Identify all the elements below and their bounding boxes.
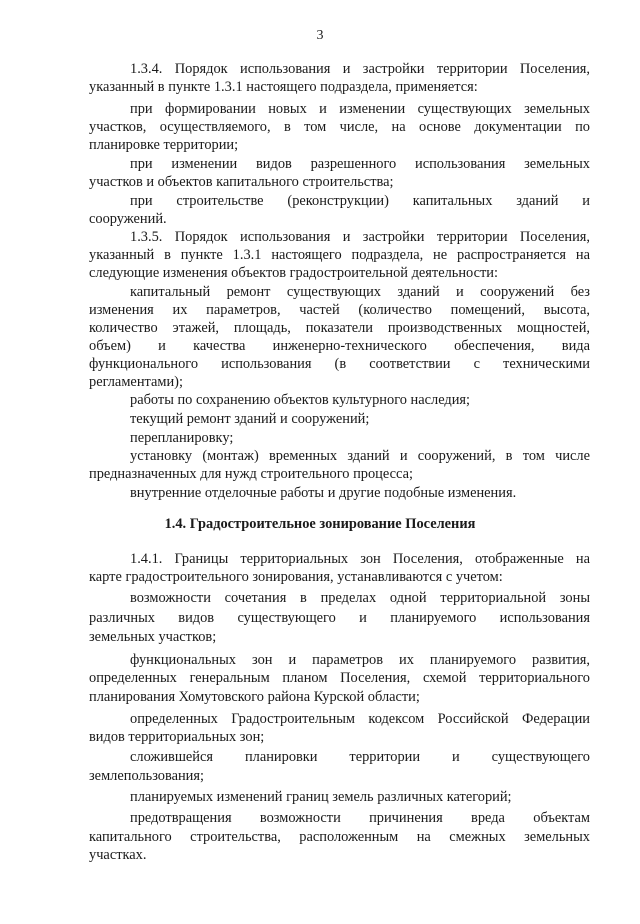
paragraph-line: указанный в пункте 1.3.1 настоящего подраздела, применяется:: [89, 79, 478, 95]
paragraph-line: видов территориальных зон;: [89, 729, 265, 745]
paragraph-line: 1.4.1. Границы территориальных зон Поселения, отображенные на: [130, 551, 590, 567]
paragraph-line: 1.3.4. Порядок использования и застройки территории Поселения,: [130, 61, 590, 77]
paragraph-line: планируемых изменений границ земель различных категорий;: [130, 789, 512, 805]
paragraph-line: определенных генеральным планом Поселения, схемой территориального: [89, 670, 590, 686]
paragraph-line: установку (монтаж) временных зданий и сооружений, в том числе: [130, 448, 590, 464]
page-number: 3: [316, 28, 324, 43]
paragraph-line: сложившейся планировки территории и существующего: [130, 749, 590, 765]
paragraph-line: функционального использования (в соответствии с техническими: [89, 356, 590, 372]
paragraph-line: определенных Градостроительным кодексом Российской Федерации: [130, 711, 590, 727]
paragraph-line: указанный в пункте 1.3.1 настоящего подраздела, не распространяется на: [89, 247, 590, 263]
paragraph-line: предназначенных для нужд строительного процесса;: [89, 466, 413, 482]
paragraph-line: при строительстве (реконструкции) капитальных зданий и: [130, 193, 590, 209]
paragraph-line: изменения их параметров, частей (количество помещений, высота,: [89, 302, 590, 318]
paragraph-line: капитальный ремонт существующих зданий и сооружений без: [130, 284, 590, 300]
paragraph-line: при формировании новых и изменении существующих земельных: [130, 101, 590, 117]
paragraph-line: функциональных зон и параметров их планируемого развития,: [130, 652, 590, 668]
paragraph-line: земельных участков;: [89, 629, 217, 645]
paragraph-line: сооружений.: [89, 211, 167, 227]
paragraph-line: участков и объектов капитального строительства;: [89, 174, 394, 190]
paragraph-line: следующие изменения объектов градостроительной деятельности:: [89, 265, 498, 281]
paragraph-line: внутренние отделочные работы и другие подобные изменения.: [130, 485, 517, 501]
paragraph-line: количество этажей, площадь, показатели производственных мощностей,: [89, 320, 590, 336]
paragraph-line: планировке территории;: [89, 137, 239, 153]
section-heading: 1.4. Градостроительное зонирование Поселения: [164, 516, 476, 532]
paragraph-line: работы по сохранению объектов культурного наследия;: [130, 392, 471, 408]
paragraph-line: карте градостроительного зонирования, устанавливаются с учетом:: [89, 569, 503, 585]
paragraph-line: предотвращения возможности причинения вреда объектам: [130, 810, 590, 826]
paragraph-line: 1.3.5. Порядок использования и застройки территории Поселения,: [130, 229, 590, 245]
paragraph-line: землепользования;: [89, 768, 205, 784]
paragraph-line: участков, осуществляемого, в том числе, на основе документации по: [89, 119, 590, 135]
paragraph-line: капитального строительства, расположенным на смежных земельных: [89, 829, 590, 845]
paragraph-line: различных видов существующего и планируемого использования: [89, 610, 590, 626]
paragraph-line: участках.: [89, 847, 147, 863]
paragraph-line: возможности сочетания в пределах одной территориальной зоны: [130, 590, 590, 606]
paragraph-line: текущий ремонт зданий и сооружений;: [130, 411, 370, 427]
paragraph-line: перепланировку;: [130, 430, 234, 446]
paragraph-line: объем) и качества инженерно-технического обеспечения, вида: [89, 338, 590, 354]
paragraph-line: при изменении видов разрешенного использования земельных: [130, 156, 590, 172]
paragraph-line: регламентами);: [89, 374, 183, 390]
paragraph-line: планирования Хомутовского района Курской области;: [89, 689, 420, 705]
